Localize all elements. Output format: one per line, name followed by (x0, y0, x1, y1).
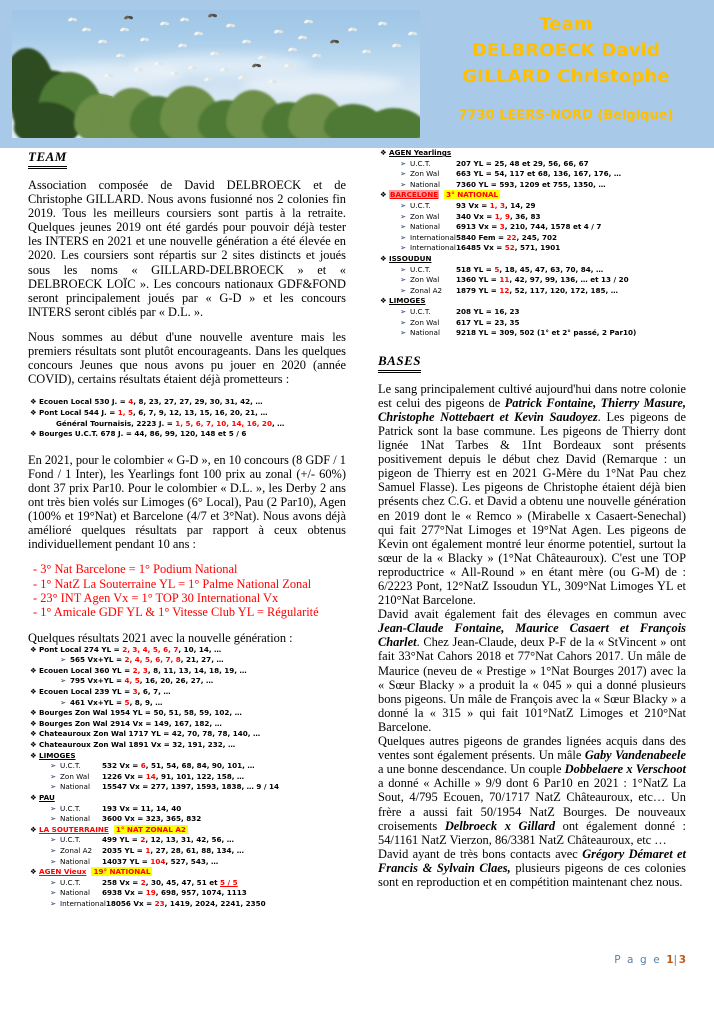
arrow-bullet-icon: ➢ (400, 158, 407, 168)
page-footer (378, 954, 686, 966)
arrow-bullet-icon: ➢ (400, 169, 407, 179)
page-header-banner (0, 0, 714, 148)
result-row: ❖ Ecouen Local 239 YL = 3, 6, 7, … (30, 687, 171, 696)
diamond-bullet-icon: ❖ (30, 665, 37, 675)
race-result-row: ➢ National 9218 YL = 309, 502 (1° et 2° passé, 2 Par10) (400, 328, 637, 338)
arrow-bullet-icon: ➢ (50, 803, 57, 813)
result-row: ❖ Bourges U.C.T. 678 J. = 44, 86, 99, 120, 148 et 5 / 6 (30, 429, 247, 439)
arrow-bullet-icon: ➢ (60, 676, 67, 686)
result-row: ❖ Ecouen Local 530 J. = 4, 8, 23, 27, 27, 29, 30, 31, 42, … (30, 397, 263, 407)
race-result-row: ➢ International5840 Fem = 22, 245, 702 (400, 232, 558, 242)
arrow-bullet-icon: ➢ (400, 243, 407, 253)
result-row: ❖ Ecouen Local 360 YL = 2, 3, 8, 11, 13, 14, 18, 19, … (30, 665, 247, 675)
arrow-bullet-icon: ➢ (50, 761, 57, 771)
achievement-item: - 1° Amicale GDF YL & 1° Vitesse Club YL = Régularité (33, 605, 319, 620)
left-race-groups (28, 751, 346, 910)
footer-current-page: 1 (666, 954, 674, 966)
race-group-header (28, 751, 346, 762)
race-result-row: ➢ Zon Wal 617 YL = 23, 35 (400, 317, 520, 327)
arrow-bullet-icon: ➢ (60, 655, 67, 665)
race-result-row: ➢ U.C.T. 207 YL = 25, 48 et 29, 56, 66, 67 (400, 158, 589, 168)
diamond-bullet-icon: ❖ (30, 750, 37, 760)
race-result-row: ➢ U.C.T. 499 YL = 2, 12, 13, 31, 42, 56, … (50, 835, 234, 845)
result-row: ❖ Chateauroux Zon Wal 1891 Vx = 32, 191, 232, … (30, 739, 236, 749)
race-result-row: ➢ Zon Wal 663 YL = 54, 117 et 68, 136, 167, 176, … (400, 169, 622, 179)
diamond-bullet-icon: ❖ (30, 739, 37, 749)
arrow-bullet-icon: ➢ (400, 328, 407, 338)
arrow-bullet-icon: ➢ (50, 888, 57, 898)
race-result-row: ➢ U.C.T. 532 Vx = 6, 51, 54, 68, 84, 90, 101, … (50, 761, 255, 771)
arrow-bullet-icon: ➢ (400, 264, 407, 274)
race-result-row: ➢ Zonal A2 2035 YL = 1, 27, 28, 61, 88, 134, … (50, 845, 244, 855)
achievement-item: - 1° NatZ La Souterraine YL = 1° Palme National Zonal (33, 576, 312, 591)
race-result-row: ➢ Zonal A2 1879 YL = 12, 52, 117, 120, 172, 185, … (400, 285, 618, 295)
arrow-bullet-icon: ➢ (400, 306, 407, 316)
pigeons-flying-photo (12, 10, 420, 138)
race-result-row: ➢ U.C.T. 518 YL = 5, 18, 45, 47, 63, 70, 84, … (400, 264, 604, 274)
arrow-bullet-icon: ➢ (50, 898, 57, 908)
race-group-name: ISSOUDUN (389, 253, 432, 263)
diamond-bullet-icon: ❖ (30, 644, 37, 654)
race-group-name: LIMOGES (389, 296, 426, 306)
team-paragraph-4: Quelques résultats 2021 avec la nouvelle génération : (28, 630, 293, 645)
team-section-heading: TEAM (28, 149, 67, 169)
race-result-row: ➢ National 6913 Vx = 3, 210, 744, 1578 et 4 / 7 (400, 222, 602, 232)
banner-title (430, 12, 702, 90)
arrow-bullet-icon: ➢ (50, 845, 57, 855)
arrow-bullet-icon: ➢ (50, 782, 57, 792)
race-result-row: ➢ Zon Wal 1360 YL = 11, 42, 97, 99, 136, … et 13 / 20 (400, 275, 629, 285)
banner-subtitle: 7730 LEERS-NORD (Belgique) (458, 108, 674, 123)
race-result-row: ➢ National 14037 YL = 104, 527, 543, … (50, 856, 219, 866)
footer-page-word: P a g e (614, 954, 667, 966)
footer-total-pages: 3 (678, 954, 686, 966)
team-paragraph-2: Nous sommes au début d'une nouvelle aventure mais les premiers résultats sont plutôt encourageants. Dans les quelques concours Jeunes que nous avons pu jouer en 2020 (année COVID), certains résultats étaient déjà prometteurs : (28, 329, 346, 387)
document-body (0, 148, 714, 1010)
arrow-bullet-icon: ➢ (50, 877, 57, 887)
diamond-bullet-icon: ❖ (380, 253, 387, 263)
race-result-row: ➢ U.C.T. 208 YL = 16, 23 (400, 306, 520, 316)
bases-paragraph: Le sang principalement cultivé aujourd'hui dans notre colonie est celui des pigeons de Patrick Fontaine, Thierry Masure, Christophe Nottebaert et Kevin Saudoyez. Les pigeons de Patrick sont la base commune. Les pigeons de Thierry dont lignée 1Nat Tarbes & 1Int Bordeaux sont présents positivement depuis le début chez David (Remarque : un pigeon de Thierry est en 2021 G-Mère du 1°Nat Pau chez Samuel Flasse). Les pigeons de Christophe étaient déjà bien présents chez C.G. et David a obtenu une nouvelle génération en 2019 dont le « Remco » (Mirabelle x Casaert-Senechal) qui fait 277°Nat Limoges et 19°Nat Agen. Les pigeons de Kevin ont également montré leur énorme potentiel, surtout la sœur de la « Blacky » (1°Nat Châteauroux). C'est une TOP reproductrice « All-Round » en étant mère (ou G-M) de : 6/2223 Pont, 12°NatZ Issoudun YL, 309°Nat Limoges YL et 210°Nat Barcelone. (378, 381, 686, 608)
race-badge: 1° NAT ZONAL A2 (115, 824, 186, 834)
race-result-row: ➢ International16485 Vx = 52, 571, 1901 (400, 243, 561, 253)
bases-paragraph: David avait également fait des élevages en commun avec Jean-Claude Fontaine, Maurice Casaert et François Charlet. Chez Jean-Claude, deux P-F de la « StVincent » ont fait 33°Nat Cahors 2018 et 77°Nat Cahors 2017. Un mâle de Maurice (neveu de « Prestige » 1°Nat Bourges 2017) avec la « Sœur Blacky » a produit la « 045 » qui a donné plusieurs bons pigeons. Un mâle de François avec la « Sœur Blacky » a donné la « 315 » qui fait 101°NatZ Limoges et 210°Nat Barcelone. (378, 607, 686, 734)
race-result-row: ➢ National 3600 Vx = 323, 365, 832 (50, 814, 202, 824)
result-row: ➢ 565 Vx+YL = 2, 4, 5, 6, 7, 8, 21, 27, … (60, 655, 224, 665)
race-result-row: ➢ U.C.T. 193 Vx = 11, 14, 40 (50, 803, 182, 813)
race-group-name: LIMOGES (39, 750, 76, 760)
left-column (28, 148, 346, 909)
arrow-bullet-icon: ➢ (400, 211, 407, 221)
arrow-bullet-icon: ➢ (400, 275, 407, 285)
results-2021-list (28, 645, 346, 751)
race-group-header (28, 793, 346, 804)
banner-title-line3: GILLARD Christophe (462, 66, 670, 87)
diamond-bullet-icon: ❖ (30, 397, 37, 407)
race-group-header (378, 148, 686, 159)
arrow-bullet-icon: ➢ (400, 222, 407, 232)
bases-paragraph: Quelques autres pigeons de grandes lignées acquis dans des ventes sont également présents. Un mâle Gaby Vandenabeele a une bonne descendance. Un couple Dobbelaere x Verschoot a donné « Achille » 9/9 dont 6 Par10 en 2021 : 1°NatZ La Sout, 4/795 Ecouen, 70/1717 NatZ Châteauroux, etc… Un frère a aussi fait 50/1954 NatZ Bourges. De nouveaux croisements Delbroeck x Gillard ont également donné : 54/1161 NatZ Vierzon, 86/3381 NatZ Châteauroux, etc … (378, 734, 687, 847)
arrow-bullet-icon: ➢ (400, 285, 407, 295)
arrow-bullet-icon: ➢ (400, 317, 407, 327)
race-badge: 19° NATIONAL (93, 867, 151, 877)
result-row: ❖ Bourges Zon Wal 2914 Vx = 149, 167, 182, … (30, 718, 222, 728)
diamond-bullet-icon: ❖ (30, 867, 37, 877)
diamond-bullet-icon: ❖ (30, 407, 37, 417)
result-row: ❖ Pont Local 274 YL = 2, 3, 4, 5, 6, 7, 10, 14, … (30, 644, 222, 654)
race-group-name: LA SOUTERRAINE (39, 824, 109, 834)
arrow-bullet-icon: ➢ (50, 814, 57, 824)
arrow-bullet-icon: ➢ (400, 179, 407, 189)
race-group-header (28, 825, 346, 836)
race-group-name: AGEN Vieux (39, 867, 87, 877)
result-row: ❖ Chateauroux Zon Wal 1717 YL = 42, 70, 78, 78, 140, … (30, 729, 261, 739)
race-result-row: ➢ International18056 Vx = 23, 1419, 2024, 2241, 2350 (50, 898, 266, 908)
footer-separator: | (673, 954, 679, 966)
race-group-header (378, 296, 686, 307)
results-2020-list (28, 397, 346, 439)
race-group-name: AGEN Yearlings (389, 148, 452, 157)
race-result-row: ➢ Zon Wal 1226 Vx = 14, 91, 101, 122, 158, … (50, 771, 245, 781)
achievement-item: - 3° Nat Barcelone = 1° Podium National (33, 562, 238, 577)
race-result-row: ➢ U.C.T. 258 Vx = 2, 30, 45, 47, 51 et 5 / 5 (50, 877, 238, 887)
banner-title-line2: DELBROECK David (471, 40, 661, 61)
race-badge: 3° NATIONAL (446, 190, 499, 200)
diamond-bullet-icon: ❖ (30, 729, 37, 739)
arrow-bullet-icon: ➢ (50, 835, 57, 845)
diamond-bullet-icon: ❖ (30, 687, 37, 696)
diamond-bullet-icon: ❖ (380, 190, 387, 200)
diamond-bullet-icon: ❖ (30, 718, 37, 728)
right-race-groups (378, 148, 686, 339)
diamond-bullet-icon: ❖ (30, 792, 37, 802)
race-result-row: ➢ National 7360 YL = 593, 1209 et 755, 1350, … (400, 179, 606, 189)
diamond-bullet-icon: ❖ (380, 148, 387, 157)
race-result-row: ➢ National 15547 Vx = 277, 1397, 1593, 1838, … 9 / 14 (50, 782, 280, 792)
arrow-bullet-icon: ➢ (400, 232, 407, 242)
banner-title-line1: Team (539, 14, 593, 35)
race-result-row: ➢ National 6938 Vx = 19, 698, 957, 1074, 1113 (50, 888, 247, 898)
team-paragraph-3: En 2021, pour le colombier « G-D », en 10 concours (8 GDF / 1 Fond / 1 Inter), les Yearlings font 100 prix au zonal (+/- 60%) dont 37 prix Par10. Pour le colombier « D.L. », les Derby 2 ans ont très bien volés sur Limoges (6° Local), Pau (2 Par10), Agen (100% et 19°Nat) et Barcelone (4/7 et 3°Nat). Nous avons déjà amélioré quelques résultats par rapport à ceux obtenus individuellement pendant 10 ans : (28, 452, 346, 552)
bases-paragraphs (378, 382, 686, 889)
diamond-bullet-icon: ❖ (30, 708, 37, 718)
result-row: ➢ 461 Vx+YL = 5, 8, 9, … (60, 697, 163, 707)
result-row: ❖ Bourges Zon Wal 1954 YL = 50, 51, 58, 59, 102, … (30, 708, 242, 718)
race-group-name: PAU (39, 792, 55, 802)
diamond-bullet-icon: ❖ (30, 429, 37, 439)
race-result-row: ➢ U.C.T. 93 Vx = 1, 3, 14, 29 (400, 200, 536, 210)
diamond-bullet-icon: ❖ (380, 296, 387, 306)
bases-paragraph: David ayant de très bons contacts avec Grégory Démaret et Francis & Sylvain Claes, plusieurs pigeons de ces colonies sont en reproduction et en compétition maintenant chez nous. (378, 846, 686, 889)
result-row: Général Tournaisis, 2223 J. = 1, 5, 6, 7, 10, 14, 16, 20, … (56, 418, 285, 428)
bases-section-heading: BASES (378, 353, 421, 373)
highlight-achievements-list (28, 562, 346, 619)
arrow-bullet-icon: ➢ (50, 771, 57, 781)
race-group-header (378, 190, 686, 201)
race-group-header (378, 254, 686, 265)
race-group-name: BARCELONE (390, 190, 439, 200)
achievement-item: - 23° INT Agen Vx = 1° TOP 30 International Vx (33, 590, 279, 605)
right-column (378, 148, 686, 889)
race-result-row: ➢ Zon Wal 340 Vx = 1, 9, 36, 83 (400, 211, 541, 221)
arrow-bullet-icon: ➢ (60, 697, 67, 707)
arrow-bullet-icon: ➢ (400, 200, 407, 210)
race-group-header (28, 867, 346, 878)
result-row: ❖ Pont Local 544 J. = 1, 5, 6, 7, 9, 12, 13, 15, 16, 20, 21, … (30, 407, 268, 417)
result-row: ➢ 795 Vx+YL = 4, 5, 16, 20, 26, 27, … (60, 676, 214, 686)
diamond-bullet-icon: ❖ (30, 824, 37, 834)
arrow-bullet-icon: ➢ (50, 856, 57, 866)
team-paragraph-1: Association composée de David DELBROECK et de Christophe GILLARD. Nous avons fusionné nos 2 colonies fin 2019. Tous les meilleurs coursiers sont partis à la retraite. Quelques jeunes 2019 ont été gardés pour pouvoir déjà tester les INTERS en 2021 et une nouvelle génération a été élevée en 2020. Les coursiers sont répartis sur 2 sites distincts et joués sous les noms « GILLARD-DELBROECK » et « DELBROECK LOÏC ». Les concours nationaux GDF&FOND seront principalement joués par « G-D » et les concours INTERS seront ciblés par « D.L. ». (28, 178, 346, 319)
